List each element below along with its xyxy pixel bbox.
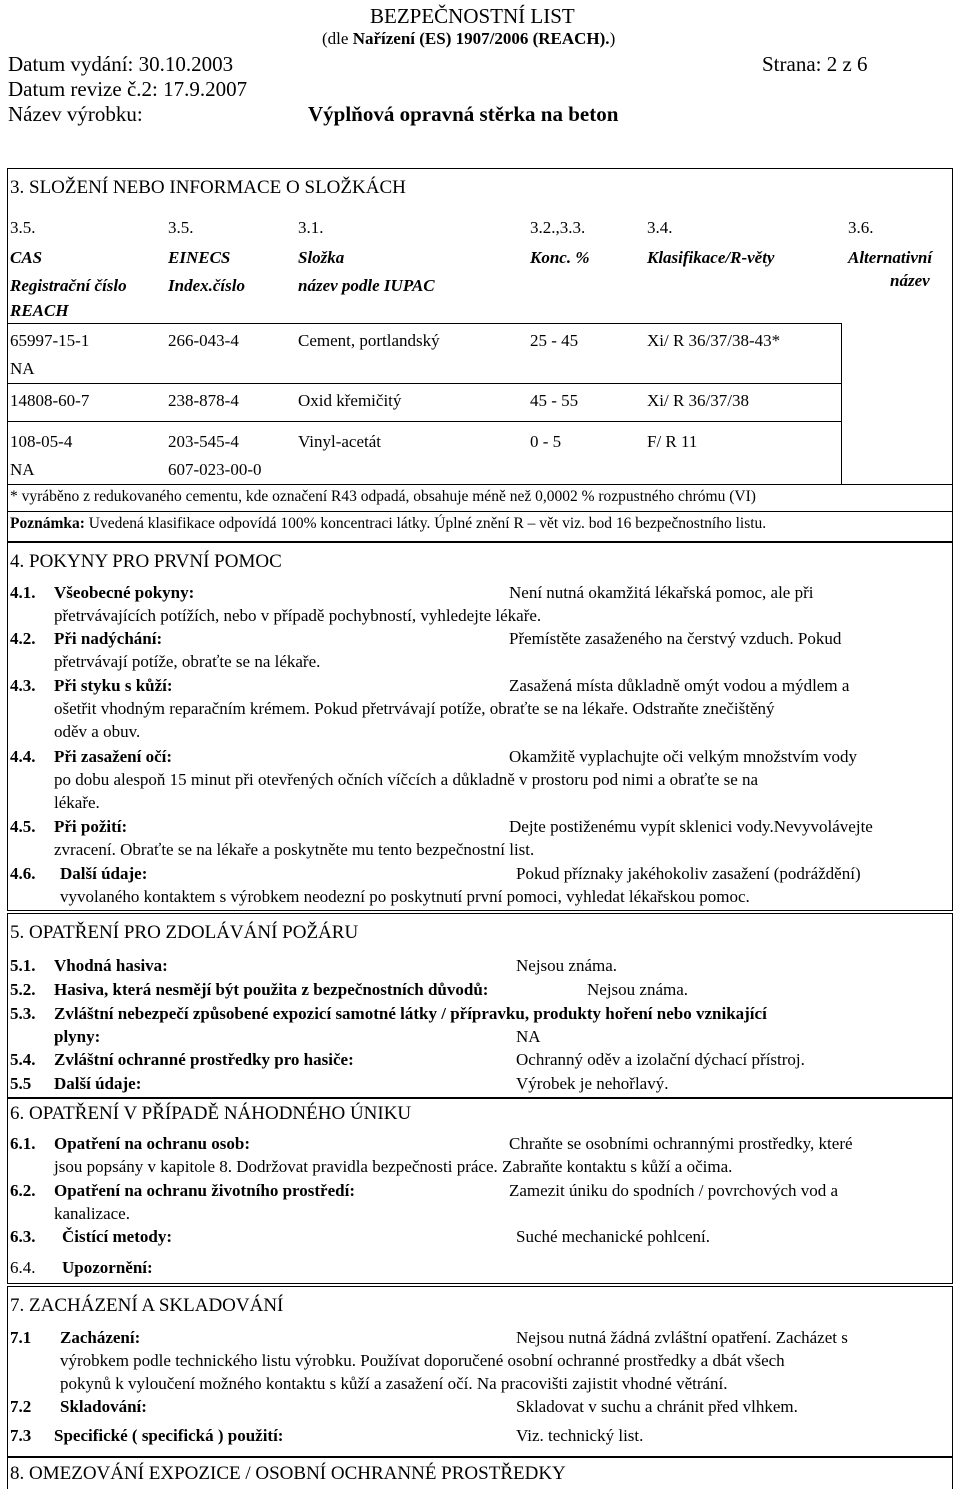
row1-reach: NA [10, 359, 35, 378]
s4-item6-num: 4.6. [10, 864, 36, 883]
s4-item6-cont: vyvolaného kontaktem s výrobkem neodezní po poskytnutí první pomoci, vyhledat lékařskou pomoc. [60, 887, 750, 906]
section-3-box [7, 168, 953, 542]
col-reach: REACH [10, 301, 69, 320]
s7-item3-label: Specifické ( specifická ) použití: [54, 1426, 284, 1445]
s5-item5-value: Výrobek je nehořlavý. [516, 1074, 669, 1093]
section-6-title: 6. OPATŘENÍ V PŘÍPADĚ NÁHODNÉHO ÚNIKU [10, 1103, 412, 1124]
ref-cas: 3.5. [10, 218, 36, 237]
section-4-title: 4. POKYNY PRO PRVNÍ POMOC [10, 551, 282, 572]
s5-item2-value: Nejsou známa. [587, 980, 689, 999]
table-rule [7, 511, 953, 512]
s6-item3-value: Suché mechanické pohlcení. [516, 1227, 711, 1246]
s4-item5-cont: zvracení. Obraťte se na lékaře a poskytněte mu tento bezpečnostní list. [54, 840, 535, 859]
s4-item1-text: Není nutná okamžitá lékařská pomoc, ale při [509, 583, 814, 602]
row3-class: F/ R 11 [647, 432, 698, 451]
row2-einecs: 238-878-4 [168, 391, 239, 410]
s7-item1-cont: pokynů k vyloučení možného kontaktu s kůží a zasažení očí. Na pracovišti zajistit vhodné větrání. [60, 1374, 728, 1393]
table-rule [7, 323, 841, 324]
s6-item2-num: 6.2. [10, 1181, 36, 1200]
s5-item4-value: Ochranný oděv a izolační dýchací přístroj. [516, 1050, 805, 1069]
row3-conc: 0 - 5 [530, 432, 562, 451]
s4-item4-num: 4.4. [10, 747, 36, 766]
row1-cas: 65997-15-1 [10, 331, 90, 350]
section-5-title: 5. OPATŘENÍ PRO ZDOLÁVÁNÍ POŽÁRU [10, 922, 359, 943]
classification-note [10, 515, 766, 533]
s4-item4-text: Okamžitě vyplachujte oči velkým množstvím vody [509, 747, 857, 766]
section-7-title: 7. ZACHÁZENÍ A SKLADOVÁNÍ [10, 1295, 284, 1316]
s4-item5-text: Dejte postiženému vypít sklenici vody.Nevyvolávejte [509, 817, 873, 836]
regulation-suffix: ) [609, 29, 616, 48]
s4-item6-text: Pokud příznaky jakéhokoliv zasažení (podráždění) [516, 864, 861, 883]
regulation-line [322, 29, 615, 49]
s7-item1-num: 7.1 [10, 1328, 32, 1347]
row1-class: Xi/ R 36/37/38-43* [647, 331, 781, 350]
s7-item2-value: Skladovat v suchu a chránit před vlhkem. [516, 1397, 798, 1416]
s6-item1-num: 6.1. [10, 1134, 36, 1153]
s6-item1-text: Chraňte se osobními ochrannými prostředky, které [509, 1134, 853, 1153]
s7-item3-num: 7.3 [10, 1426, 32, 1445]
row2-class: Xi/ R 36/37/38 [647, 391, 750, 410]
s4-item3-num: 4.3. [10, 676, 36, 695]
col-registration: Registrační číslo [10, 276, 127, 295]
s7-item1-label: Zacházení: [60, 1328, 141, 1347]
row2-cas: 14808-60-7 [10, 391, 90, 410]
row2-name: Oxid křemičitý [298, 391, 402, 410]
s4-item3-label: Při styku s kůží: [54, 676, 173, 695]
row1-conc: 25 - 45 [530, 331, 579, 350]
ref-conc: 3.2.,3.3. [530, 218, 586, 237]
section-3-title: 3. SLOŽENÍ NEBO INFORMACE O SLOŽKÁCH [10, 177, 406, 198]
s4-item4-cont: lékaře. [54, 793, 100, 812]
s5-item3-label-cont: plyny: [54, 1027, 101, 1046]
ref-alt: 3.6. [848, 218, 874, 237]
col-iupac: název podle IUPAC [298, 276, 435, 295]
s5-item4-label: Zvláštní ochranné prostředky pro hasiče: [54, 1050, 354, 1069]
document-title: BEZPEČNOSTNÍ LIST [370, 4, 575, 28]
s4-item3-cont: ošetřit vhodným reparačním krémem. Pokud přetrvávají potíže, obraťte se na lékaře. Odstraňte znečištěný [54, 699, 775, 718]
note-label: Poznámka: [10, 515, 85, 532]
note-text: Uvedená klasifikace odpovídá 100% koncentraci látky. Úplné znění R – vět viz. bod 16 bezpečnostního listu. [84, 515, 767, 532]
s5-item2-label: Hasiva, která nesmějí být použita z bezpečnostních důvodů: [54, 980, 489, 999]
s4-item5-label: Při požití: [54, 817, 128, 836]
page-number: Strana: 2 z 6 [762, 52, 868, 76]
row1-einecs: 266-043-4 [168, 331, 239, 350]
table-rule [7, 421, 841, 422]
revision-date: Datum revize č.2: 17.9.2007 [8, 77, 248, 101]
s5-item5-num: 5.5 [10, 1074, 32, 1093]
col-cas: CAS [10, 248, 43, 267]
s6-item4-num: 6.4. [10, 1258, 36, 1277]
s4-item1-label: Všeobecné pokyny: [54, 583, 195, 602]
composition-footnote: * vyráběno z redukovaného cementu, kde označení R43 odpadá, obsahuje méně než 0,0002 % rozpustného chrómu (VI) [10, 488, 756, 505]
s4-item2-cont: přetrvávají potíže, obraťte se na lékaře. [54, 652, 321, 671]
col-component: Složka [298, 248, 345, 267]
table-rule [7, 484, 953, 485]
table-vrule [841, 323, 842, 484]
s7-item3-value: Viz. technický list. [516, 1426, 644, 1445]
s5-item1-label: Vhodná hasiva: [54, 956, 168, 975]
s5-item4-num: 5.4. [10, 1050, 36, 1069]
row3-reach: NA [10, 460, 35, 479]
s6-item2-cont: kanalizace. [54, 1204, 130, 1223]
row2-conc: 45 - 55 [530, 391, 579, 410]
row3-index: 607-023-00-0 [168, 460, 262, 479]
s4-item1-cont: přetrvávajících potížích, nebo v případě pochybností, vyhledejte lékaře. [54, 606, 542, 625]
s6-item1-cont: jsou popsány v kapitole 8. Dodržovat pravidla bezpečnosti práce. Zabraňte kontaktu s kůží a očima. [54, 1157, 733, 1176]
s4-item2-num: 4.2. [10, 629, 36, 648]
regulation-bold: Nařízení (ES) 1907/2006 (REACH). [352, 29, 610, 48]
col-einecs: EINECS [168, 248, 231, 267]
row1-name: Cement, portlandský [298, 331, 440, 350]
ref-class: 3.4. [647, 218, 673, 237]
s6-item3-num: 6.3. [10, 1227, 36, 1246]
s7-item1-cont: výrobkem podle technického listu výrobku. Používat doporučené osobní ochranné prostředky a dbát všech [60, 1351, 785, 1370]
s4-item3-text: Zasažená místa důkladně omýt vodou a mýdlem a [509, 676, 850, 695]
s4-item3-cont: oděv a obuv. [54, 722, 141, 741]
s4-item5-num: 4.5. [10, 817, 36, 836]
s6-item4-label: Upozornění: [62, 1258, 153, 1277]
s4-item6-label: Další údaje: [60, 864, 148, 883]
regulation-prefix: (dle [322, 29, 353, 48]
s4-item2-label: Při nadýchání: [54, 629, 163, 648]
s4-item4-label: Při zasažení očí: [54, 747, 173, 766]
s7-item1-text: Nejsou nutná žádná zvláštní opatření. Zacházet s [516, 1328, 848, 1347]
ref-einecs: 3.5. [168, 218, 194, 237]
product-name: Výplňová opravná stěrka na beton [308, 102, 619, 126]
row3-einecs: 203-545-4 [168, 432, 239, 451]
s4-item4-cont: po dobu alespoň 15 minut při otevřených očních víčcích a důkladně v prostoru pod nimi a obraťte se na [54, 770, 759, 789]
s6-item1-label: Opatření na ochranu osob: [54, 1134, 250, 1153]
s5-item3-num: 5.3. [10, 1004, 36, 1023]
col-alternative-name: název [890, 271, 930, 290]
s4-item2-text: Přemístěte zasaženého na čerstvý vzduch. Pokud [509, 629, 842, 648]
s6-item3-label: Čistící metody: [62, 1227, 173, 1246]
s4-item1-num: 4.1. [10, 583, 36, 602]
col-alternative: Alternativní [848, 248, 933, 267]
s5-item5-label: Další údaje: [54, 1074, 142, 1093]
s6-item2-label: Opatření na ochranu životního prostředí: [54, 1181, 355, 1200]
issue-date: Datum vydání: 30.10.2003 [8, 52, 234, 76]
row3-cas: 108-05-4 [10, 432, 73, 451]
row3-name: Vinyl-acetát [298, 432, 381, 451]
col-concentration: Konc. % [530, 248, 590, 267]
s5-item1-num: 5.1. [10, 956, 36, 975]
s5-item1-value: Nejsou známa. [516, 956, 618, 975]
s7-item2-num: 7.2 [10, 1397, 32, 1416]
col-classification: Klasifikace/R-věty [647, 248, 775, 267]
table-rule [7, 383, 841, 384]
section-8-title: 8. OMEZOVÁNÍ EXPOZICE / OSOBNÍ OCHRANNÉ PROSTŘEDKY [10, 1463, 566, 1484]
s5-item3-label: Zvláštní nebezpečí způsobené expozicí samotné látky / přípravku, produkty hoření nebo vznikající [54, 1004, 767, 1023]
ref-name: 3.1. [298, 218, 324, 237]
col-index: Index.číslo [168, 276, 245, 295]
s5-item3-value: NA [516, 1027, 541, 1046]
s5-item2-num: 5.2. [10, 980, 36, 999]
s6-item2-text: Zamezit úniku do spodních / povrchových vod a [509, 1181, 839, 1200]
product-label: Název výrobku: [8, 102, 143, 126]
s7-item2-label: Skladování: [60, 1397, 147, 1416]
